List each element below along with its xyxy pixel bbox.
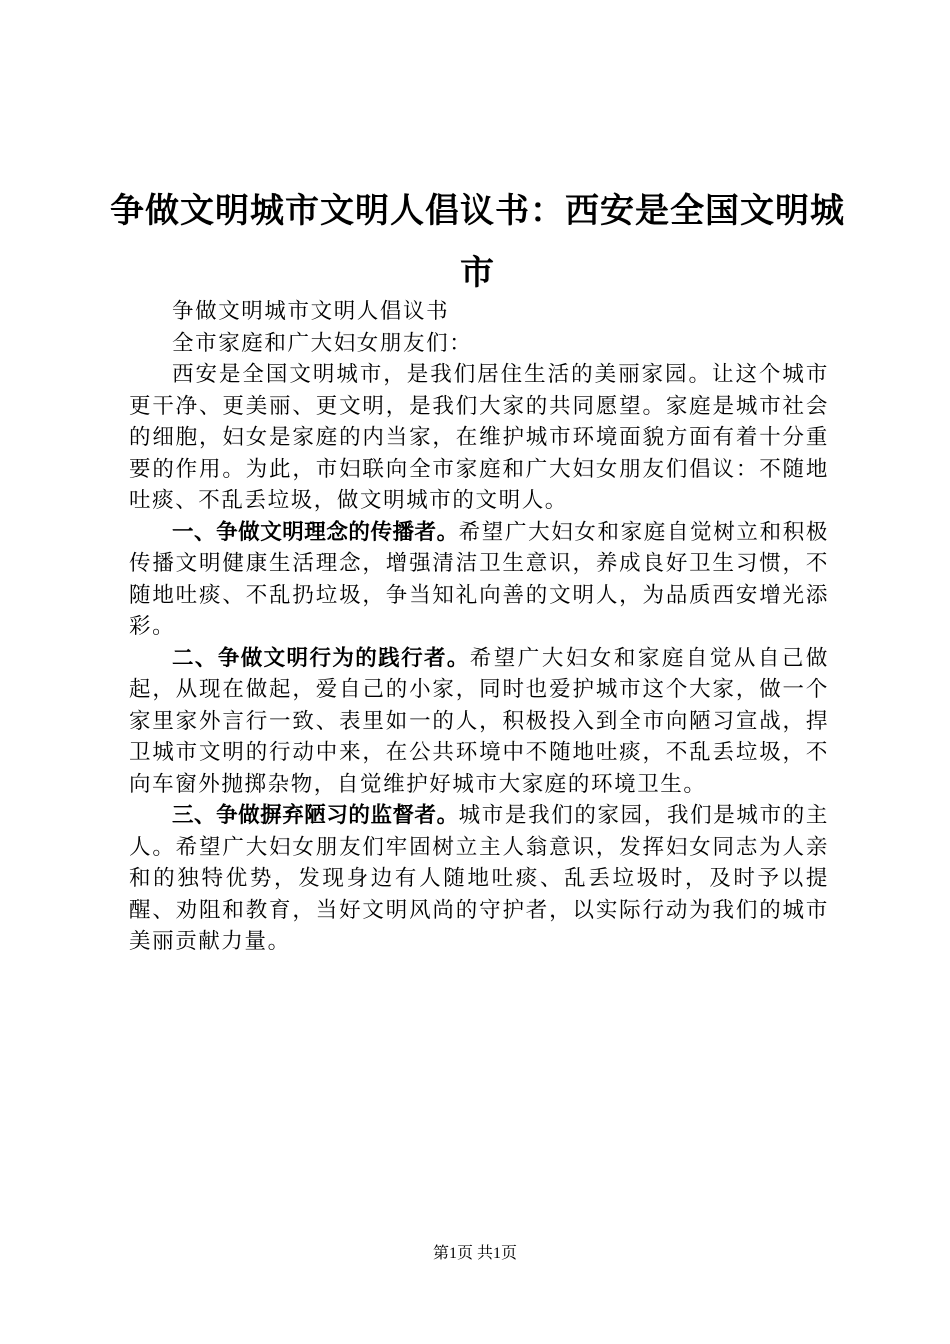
document-subtitle: 争做文明城市文明人倡议书 (172, 299, 450, 324)
section-text: 希望广大妇女和家庭自觉树立和积极传播文明健康生活理念，增强清洁卫生意识，养成良好卫生习惯，不随地吐痰、不乱扔垃圾，争当知礼向善的文明人，为品质西安增光添彩。 (129, 519, 829, 639)
section-heading: 一、争做文明理念的传播者。 (172, 519, 459, 545)
section-paragraph-2 (129, 643, 829, 801)
section-text: 希望广大妇女和家庭自觉从自己做起，从现在做起，爱自己的小家，同时也爱护城市这个大家，做一个家里家外言行一致、表里如一的人，积极投入到全市向陋习宣战，捍卫城市文明的行动中来，在公共环境中不随地吐痰，不乱丢垃圾，不向车窗外抛掷杂物，自觉维护好城市大家庭的环境卫生。 (129, 645, 829, 797)
document-body (129, 296, 829, 958)
document-title: 争做文明城市文明人倡议书：西安是全国文明城市 (110, 191, 845, 293)
section-heading: 三、争做摒弃陋习的监督者。 (172, 803, 459, 828)
section-paragraph-3 (129, 800, 829, 958)
section-heading: 二、争做文明行为的践行者。 (172, 645, 470, 671)
section-paragraph-1 (129, 517, 829, 643)
intro-paragraph: 西安是全国文明城市，是我们居住生活的美丽家园。让这个城市更干净、更美丽、更文明，是我们大家的共同愿望。家庭是城市社会的细胞，妇女是家庭的内当家，在维护城市环境面貌方面有着十分重要的作用。为此，市妇联向全市家庭和广大妇女朋友们倡议：不随地吐痰、不乱丢垃圾，做文明城市的文明人。 (129, 362, 829, 513)
salutation: 全市家庭和广大妇女朋友们： (172, 330, 473, 356)
page-footer: 第1页 共1页 (432, 1245, 517, 1262)
section-text: 城市是我们的家园，我们是城市的主人。希望广大妇女朋友们牢固树立主人翁意识，发挥妇女同志为人亲和的独特优势，发现身边有人随地吐痰、乱丢垃圾时，及时予以提醒、劝阻和教育，当好文明风尚的守护者，以实际行动为我们的城市美丽贡献力量。 (129, 803, 829, 954)
